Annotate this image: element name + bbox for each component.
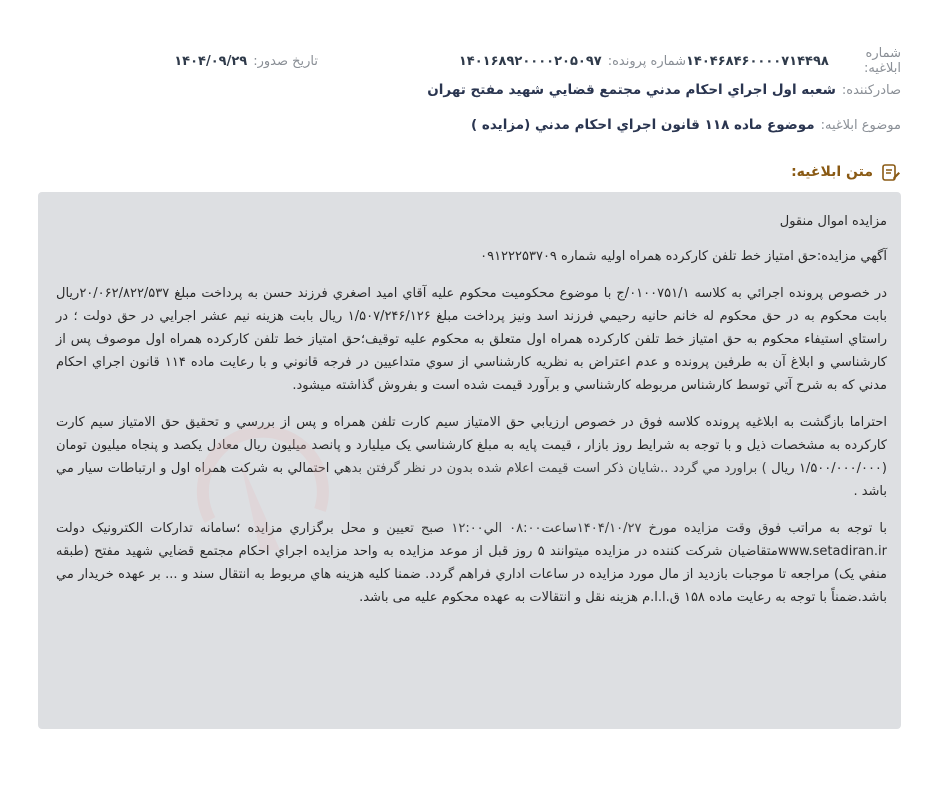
meta-row-numbers — [38, 46, 901, 76]
meta-row-subject — [38, 117, 901, 133]
notice-number-label: شماره ابلاغيه: — [863, 46, 901, 76]
notice-heading: مزايده اموال منقول — [779, 214, 887, 229]
notice-ad-line: آگهي مزايده:حق امتياز خط تلفن كاركرده همراه اوليه شماره ۰۹۱۲۲۲۵۳۷۰۹ — [480, 249, 887, 264]
case-number-value: ۱۴۰۱۶۸۹۲۰۰۰۰۲۰۵۰۹۷ — [458, 53, 602, 69]
notice-number-value: ۱۴۰۴۶۸۴۶۰۰۰۰۷۱۴۴۹۸ — [686, 53, 829, 69]
notice-text-section-title — [791, 162, 901, 182]
issuer-label: صادرکننده: — [841, 82, 901, 98]
issue-date-label: تاريخ صدور: — [253, 53, 318, 69]
subject-value: موضوع ماده ۱۱۸ قانون اجراي احکام مدني (مزايده ) — [471, 117, 815, 133]
case-number-cell — [318, 54, 686, 69]
notice-text-box — [38, 192, 901, 729]
case-number-label: شماره پرونده: — [607, 53, 686, 69]
issue-date-cell — [118, 54, 318, 69]
notice-paragraph-2: احتراما بازگشت به ابلاغيه پرونده كلاسه فوق در خصوص ارزيابي حق الامتياز سيم كارت تلفن همراه و پس از بررسي و تحقيق حق الامتياز سيم كارت كاركرده به مشخصات ذيل و با توجه به شرايط روز بازار ، قيمت پايه به مبلغ كارشناسي يک ميليارد و پانصد ميليون ريال معادل يكصد و پنجاه ميليون تومان (۱/۵۰۰/۰۰۰/۰۰۰ ريال ) براورد مي گردد ..شايان ذكر است قيمت اعلام شده بدون در نظر گرفتن بدهي احتمالي به شركت همراه اول و ارتباطات سيار مي باشد . — [56, 415, 887, 499]
section-title-text: متن ابلاغيه: — [791, 164, 873, 180]
notice-paragraph-3: با توجه به مراتب فوق وقت مزايده مورخ ۱۴۰۴/۱۰/۲۷ساعت۰۸:۰۰ الي۱۲:۰۰ صبح تعيين و محل برگزاري مزايده ؛سامانه تدارکات الکترونيک دولت www.setadiran.irمتقاضيان شركت كننده در مزايده ميتوانند ۵ روز قبل از موعد مزايده به واحد مزايده اجراي احكام مجتمع قضايي شهيد مفتح (طبقه منفي يک) مراجعه تا موجبات بازديد از مال مورد مزايده در ساعات اداري فراهم گردد. ضمنا كليه هزينه هاي مربوط به انتقال سند و ... بر عهده خريدار مي باشد.ضمناً با توجه به رعايت ماده ۱۵۸ ق.ا.ا.م هزينه نقل و انتقالات به عهده محکوم عليه می باشد. — [56, 521, 887, 605]
notice-number-cell — [686, 46, 901, 76]
subject-label: موضوع ابلاغيه: — [820, 117, 901, 133]
meta-row-issuer — [38, 82, 901, 98]
issue-date-value: ۱۴۰۴/۰۹/۲۹ — [174, 53, 248, 69]
issuer-value: شعبه اول اجراي احکام مدني مجتمع قضايي شهيد مفتح تهران — [427, 82, 836, 98]
notice-paragraph-1: در خصوص پرونده اجرائي به كلاسه ۰۱۰۰۷۵۱/۱/ج با موضوع محكوميت محكوم عليه آقاي اميد اصغري فرزند حسن به پرداخت مبلغ ۲۰/۰۶۲/۸۲۲/۵۳۷ريال بابت محکوم به در حق محکوم له خانم حانيه رحيمي فرزند اسد ونيز پرداخت مبلغ ۱/۵۰۷/۲۴۶/۱۲۶ ريال بابت هزينه نيم عشر اجرايي در حق دولت ؛ در راستاي استيفاء محکوم به حق امتياز خط تلفن كاركرده همراه اول متعلق به محکوم عليه توقيف؛حق امتياز خط تلفن كاركرده همراه اول موصوف پس از كارشناسي و ابلاغ آن به طرفين پرونده و عدم اعتراض به نظريه كارشناسي از سوي متداعيين در فرجه قانوني و با رعايت ماده ۱۱۴ قانون اجراي احكام مدني كه به شرح آتي توسط كارشناس مربوطه كارشناسي و برآورد قيمت شده است و بفروش گذاشته ميشود. — [56, 286, 887, 393]
document-edit-icon — [881, 162, 901, 182]
